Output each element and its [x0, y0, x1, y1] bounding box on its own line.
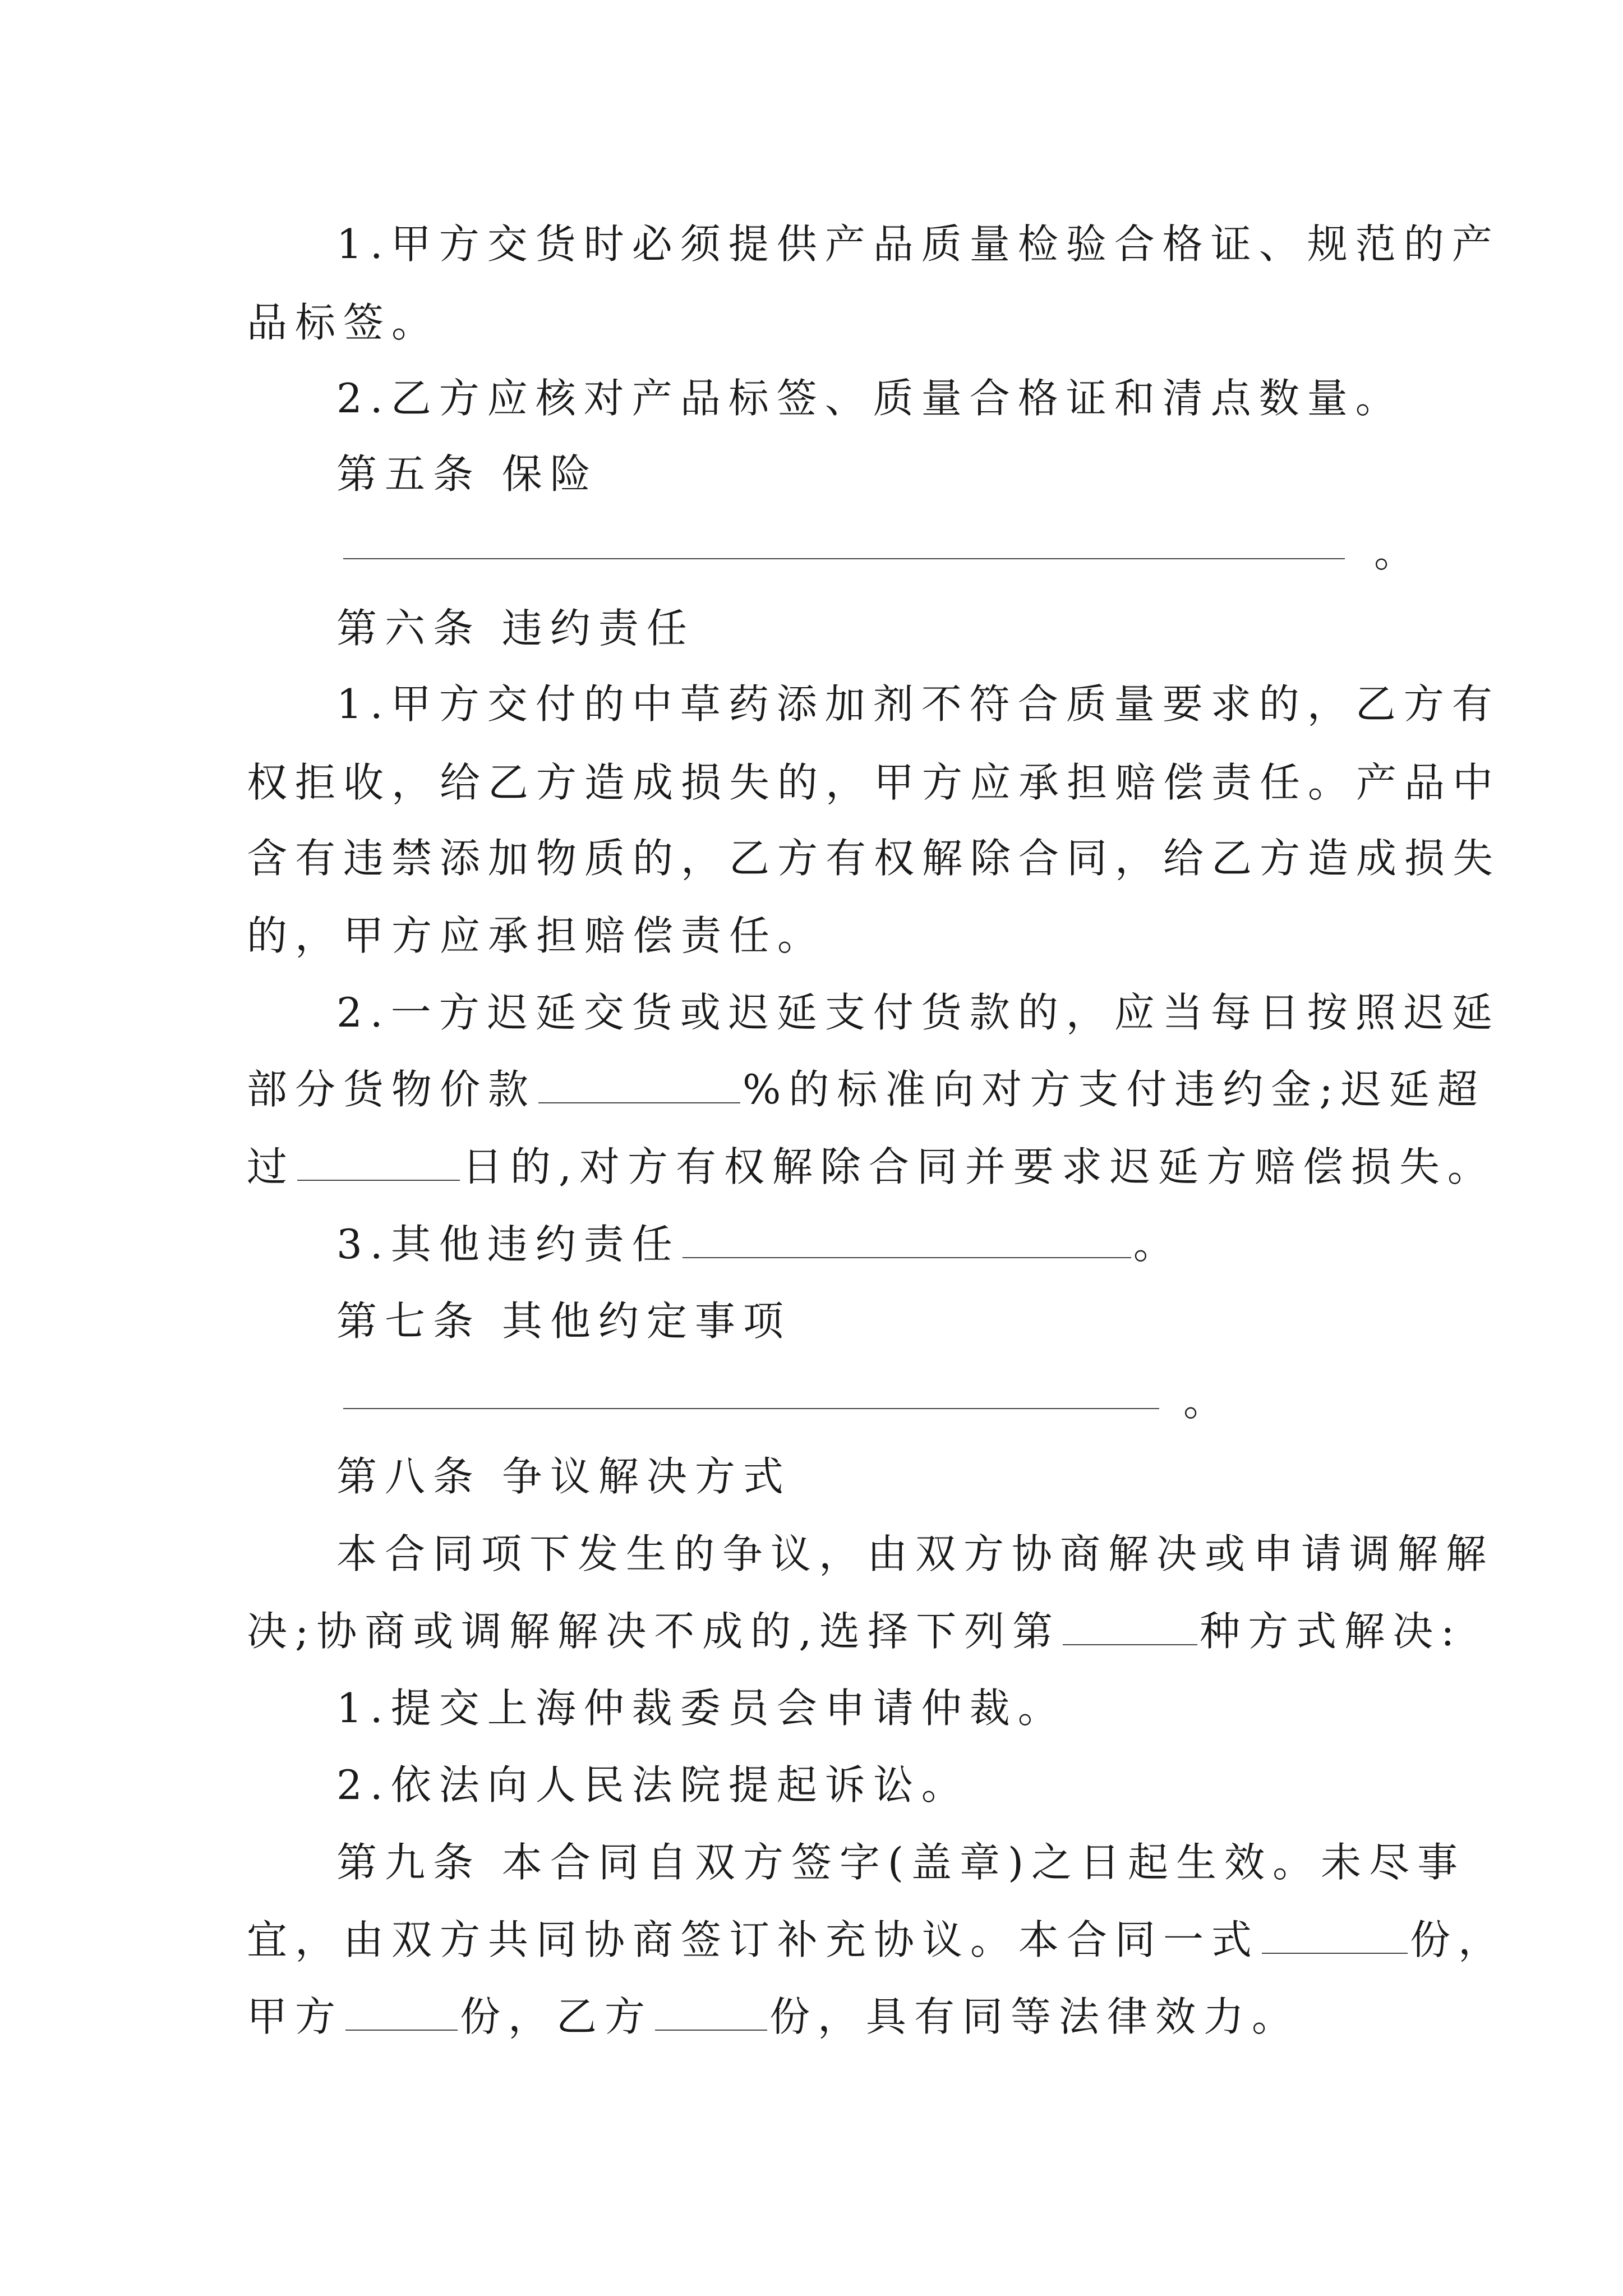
sec7-heading: 第七条 其他约定事项 [336, 1297, 791, 1345]
sec5-period: 。 [1374, 529, 1423, 576]
party-a-copies-blank [345, 1993, 458, 2031]
sec6-item1-line3: 含有违禁添加物质的，乙方有权解除合同，给乙方造成损失 [247, 835, 1501, 882]
delay-days-blank [297, 1143, 460, 1181]
sec6-item2-text-d: 日的,对方有权解除合同并要求迟延方赔偿损失。 [462, 1143, 1496, 1190]
sec8-body-line1: 本合同项下发生的争议，由双方协商解决或申请调解解 [336, 1530, 1495, 1577]
sec9-text-b: 份， [1410, 1916, 1507, 1963]
sec4-item1-line2: 品标签。 [247, 299, 440, 346]
sec9-line1: 第九条 本合同自双方签字(盖章)之日起生效。未尽事 [336, 1839, 1466, 1886]
sec8-body-line2 [247, 1603, 1462, 1659]
sec6-item1-line1: 1.甲方交付的中草药添加剂不符合质量要求的，乙方有 [336, 680, 1500, 728]
sec9-text-d: 份，乙方 [460, 1993, 653, 2040]
sec8-heading: 第八条 争议解决方式 [336, 1453, 791, 1500]
dispute-option-blank [1063, 1607, 1197, 1645]
sec7-fill-line [343, 1408, 1159, 1409]
party-b-copies-blank [655, 1993, 767, 2031]
sec9-text-e: 份，具有同等法律效力。 [769, 1993, 1301, 2040]
sec6-item1-line2: 权拒收，给乙方造成损失的，甲方应承担赔偿责任。产品中 [247, 759, 1501, 806]
sec8-item2: 2.依法向人民法院提起诉讼。 [336, 1761, 970, 1809]
sec6-item2-text-a: 部分货物价款 [247, 1066, 537, 1113]
sec8-item1: 1.提交上海仲裁委员会申请仲裁。 [336, 1685, 1066, 1732]
sec9-text-c: 甲方 [247, 1993, 344, 2040]
sec6-item2-line3 [247, 1139, 1496, 1195]
sec6-item2-line1: 2.一方迟延交货或迟延支付货款的，应当每日按照迟延 [336, 989, 1500, 1036]
sec4-item1-line1: 1.甲方交货时必须提供产品质量检验合格证、规范的产 [336, 220, 1500, 268]
sec6-item2-text-c: 过 [247, 1143, 296, 1190]
penalty-rate-blank [538, 1065, 740, 1103]
copies-total-blank [1262, 1916, 1408, 1954]
sec4-item2: 2.乙方应核对产品标签、质量合格证和清点数量。 [336, 375, 1404, 422]
sec6-item1-line4: 的，甲方应承担赔偿责任。 [247, 912, 826, 959]
sec9-text-a: 宜，由双方共同协商签订补充协议。本合同一式 [247, 1916, 1260, 1963]
sec8-body-text-a: 决;协商或调解解决不成的,选择下列第 [247, 1608, 1061, 1655]
sec6-heading: 第六条 违约责任 [336, 605, 695, 652]
sec6-item2-line2 [247, 1061, 1486, 1117]
other-liability-blank [683, 1220, 1131, 1258]
sec6-item3-text: 3.其他违约责任 [336, 1221, 680, 1268]
sec8-body-text-b: 种方式解决: [1200, 1608, 1463, 1655]
sec9-line2 [247, 1912, 1506, 1968]
sec5-heading: 第五条 保险 [336, 450, 598, 498]
sec9-line3 [247, 1989, 1300, 2045]
sec5-fill-line [343, 558, 1345, 559]
sec6-item2-text-b: %的标准向对方支付违约金;迟延超 [743, 1066, 1486, 1113]
sec7-period: 。 [1183, 1378, 1232, 1425]
sec6-item3-period: 。 [1133, 1221, 1182, 1268]
sec6-item3 [336, 1216, 1182, 1272]
